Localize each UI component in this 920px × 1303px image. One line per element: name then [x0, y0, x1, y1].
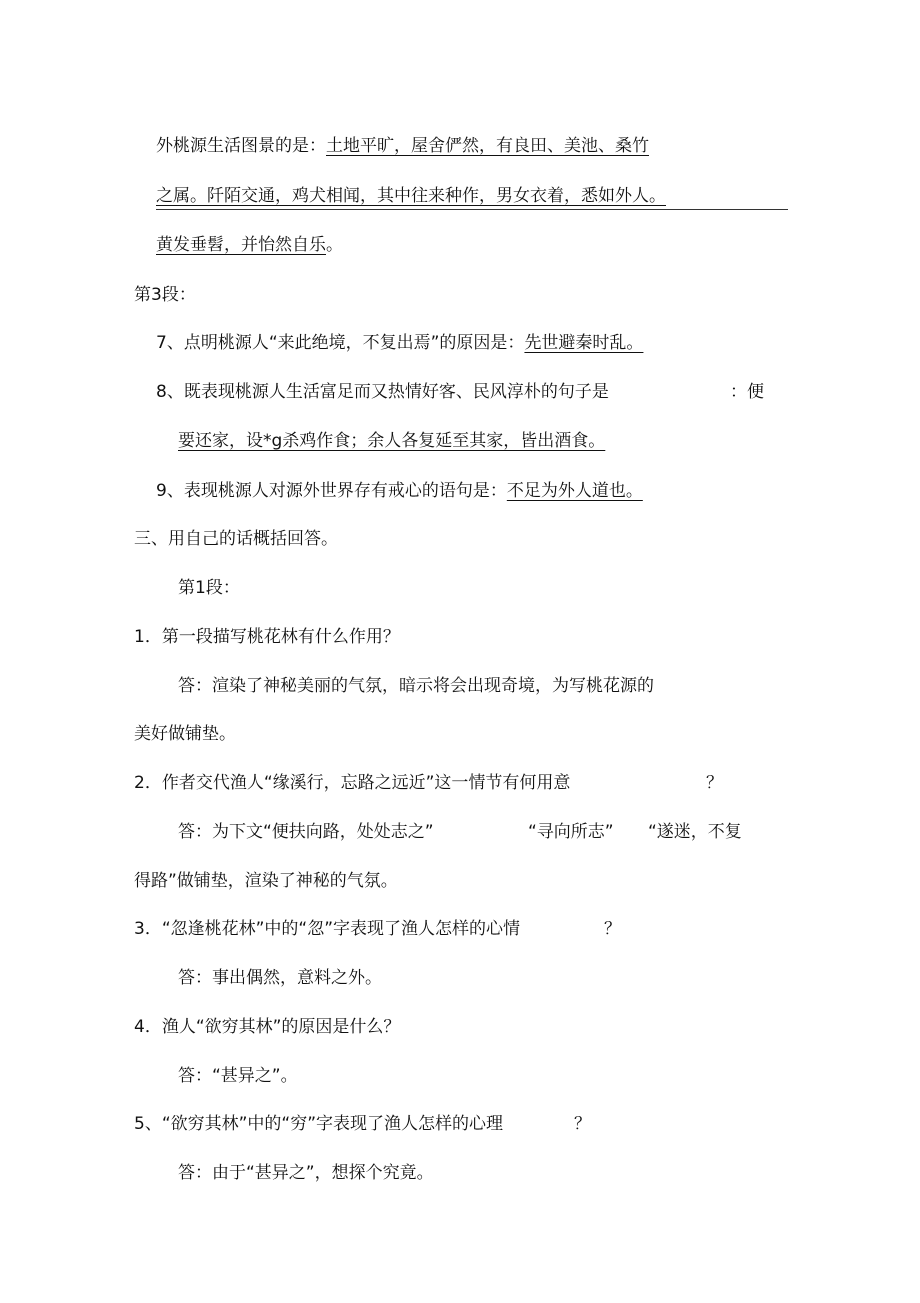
paragraph-1-heading: 第1段： [178, 578, 240, 598]
question-5-mark: ？ [574, 1114, 591, 1134]
question-9 [156, 479, 643, 503]
question-text: 7、点明桃源人“来此绝境，不复出焉”的原因是： [156, 333, 525, 353]
question-1: 1．第一段描写桃花林有什么作用？ [134, 627, 400, 647]
answer-2-part-1: 答：为下文“便扶向路，处处志之” [178, 822, 434, 842]
question-2-mark: ？ [706, 773, 723, 793]
sentence-end: 。 [326, 235, 343, 255]
question-4: 4．渔人“欲穷其林”的原因是什么？ [134, 1017, 401, 1037]
question-prefix: 外桃源生活图景的是： [156, 136, 326, 156]
answer-2-part-2: “寻向所志” [528, 822, 614, 842]
underlined-answer: 黄发垂髫，并怡然自乐 [156, 235, 326, 255]
answer-2-part-3: “遂迷，不复 [648, 822, 742, 842]
question-text: 9、表现桃源人对源外世界存有戒心的语句是： [156, 481, 507, 501]
question-7 [156, 331, 643, 355]
answer-line-2 [156, 184, 666, 208]
question-3: 3．“忽逢桃花林”中的“忽”字表现了渔人怎样的心情 [134, 919, 521, 939]
question-2: 2．作者交代渔人“缘溪行，忘路之远近”这一情节有何用意 [134, 773, 571, 793]
answer-2-line-2: 得路”做铺垫，渲染了神秘的气氛。 [134, 871, 398, 891]
horizontal-rule [156, 209, 788, 210]
answer-line-1 [156, 134, 649, 158]
underlined-answer: 要还家，设*g杀鸡作食；余人各复延至其家，皆出酒食。 [178, 431, 606, 451]
underlined-answer: 不足为外人道也。 [506, 481, 643, 501]
answer-1-line-1: 答：渲染了神秘美丽的气氛，暗示将会出现奇境，为写桃花源的 [178, 676, 654, 696]
answer-4: 答：“甚异之”。 [178, 1066, 298, 1086]
section-3-heading: 三、用自己的话概括回答。 [134, 529, 338, 549]
question-8-colon: ：便 [730, 382, 764, 402]
underlined-answer: 土地平旷，屋舍俨然，有良田、美池、桑竹 [326, 136, 649, 156]
underlined-answer: 之属。阡陌交通，鸡犬相闻，其中往来种作，男女衣着，悉如外人。 [156, 186, 666, 206]
underlined-answer: 先世避秦时乱。 [524, 333, 644, 353]
question-5: 5、“欲穷其林”中的“穷”字表现了渔人怎样的心理 [134, 1114, 504, 1134]
answer-line-3 [156, 233, 343, 257]
question-3-mark: ？ [604, 919, 621, 939]
question-8-answer [178, 429, 605, 453]
paragraph-3-heading: 第3段： [134, 285, 196, 305]
question-text: 8、既表现桃源人生活富足而又热情好客、民风淳朴的句子是 [156, 382, 609, 402]
answer-3: 答：事出偶然，意料之外。 [178, 968, 382, 988]
answer-5: 答：由于“甚异之”，想探个究竟。 [178, 1163, 434, 1183]
question-8 [156, 380, 609, 404]
answer-1-line-2: 美好做铺垫。 [134, 724, 236, 744]
